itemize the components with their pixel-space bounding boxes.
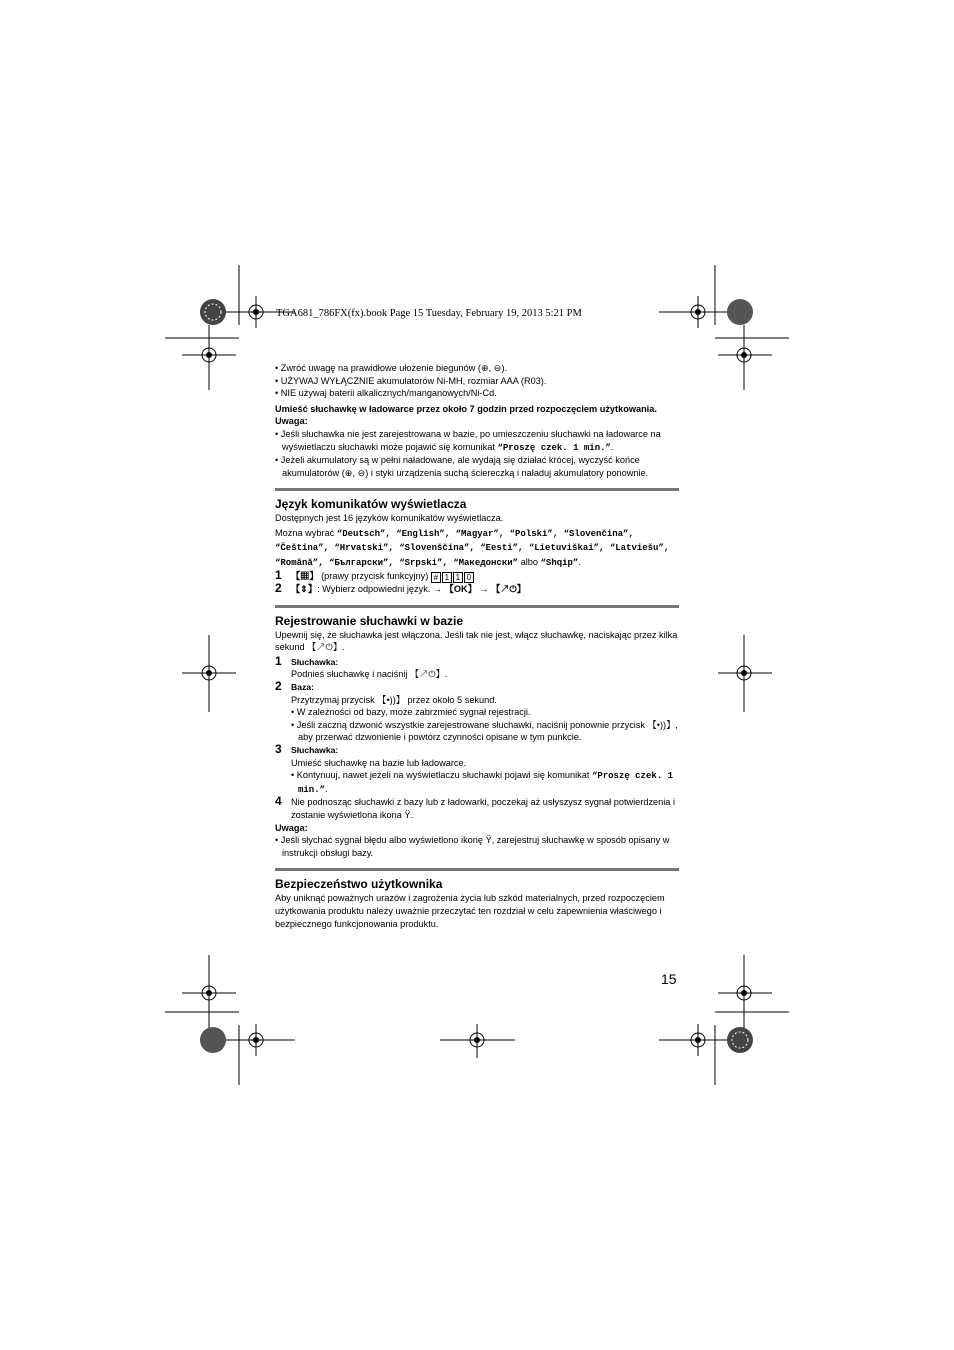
- charge-note: Umieść słuchawkę w ładowarce przez około 7 godzin przed rozpoczęciem użytkowania.: [275, 403, 657, 414]
- section-divider: [275, 868, 679, 871]
- page-content: [275, 362, 679, 930]
- note-label: Uwaga:: [275, 416, 308, 427]
- list-item: • Jeżeli akumulatory są w pełni naładowane, ale wydają się działać krócej, wyczyść końce akumulatorów (⊕, ⊖) i styki urządzenia suchą ściereczką i naładuj akumulatory ponownie.: [275, 455, 649, 478]
- section-title: Bezpieczeństwo użytkownika: [275, 877, 443, 892]
- step-3: 3 Słuchawka: Umieść słuchawkę na bazie lub ładowarce. • Kontynuuj, nawet jeżeli na wyświetlaczu słuchawki pojawi się komunikat “Proszę czek. 1 min.”.: [275, 744, 679, 796]
- step-2: 2 【⇕】: Wybierz odpowiedni język. → 【OK】 → 【↗⏻】: [275, 581, 526, 596]
- list-item: • Jeśli słychać sygnał błędu albo wyświetlono ikonę Ÿ, zarejestruj słuchawkę w sposób opisany w instrukcji obsługi bazy.: [275, 835, 670, 858]
- off-key: 【↗⏻】: [491, 584, 526, 595]
- step-4: 4 Nie podnosząc słuchawki z bazy lub z ładowarki, poczekaj aż usłyszysz sygnał potwierdzenia i zostanie wyświetlona ikona Ÿ.: [275, 794, 676, 820]
- key-hash: #: [431, 572, 441, 583]
- page-number: 15: [661, 971, 677, 987]
- list-item: • UŻYWAJ WYŁĄCZNIE akumulatorów Ni-MH, rozmiar AAA (R03).: [275, 375, 547, 386]
- step-1: 1 Słuchawka: Podnieś słuchawkę i naciśnij 【↗⏻】.: [275, 653, 448, 680]
- section-text: Aby uniknąć poważnych urazów i zagrożenia życia lub szkód materialnych, przed rozpoczęciem użytkowania produktu należy uważnie przeczytać ten rozdział w celu zapewnienia właściwego i bezpiecznego funkcjonowania produktu.: [275, 893, 665, 929]
- section-divider: [275, 488, 679, 491]
- step-2: 2 Baza: Przytrzymaj przycisk 【•))】 przez około 5 sekund. • W zależności od bazy, może zabrzmieć sygnał rejestracji. • Jeśli zaczną dzwonić wszystkie zarejestrowane słuchawki, naciśnij ponownie przycisk 【•))】, aby przerwać dzwonienie i powtórz czynności opisane w tym punkcie.: [275, 679, 678, 743]
- list-item: • Kontynuuj, nawet jeżeli na wyświetlaczu słuchawki pojawi się komunikat “Proszę czek. 1 min.”.: [291, 770, 673, 795]
- section-intro: Upewnij się, że słuchawka jest włączona. Jeśli tak nie jest, włącz słuchawkę, naciskając przez kilka sekund 【↗⏻】.: [275, 629, 678, 653]
- display-message: “Proszę czek. 1 min.”: [298, 771, 673, 795]
- step-1: 1 【▦】 (prawy przycisk funkcyjny) # 1 1 0: [275, 570, 679, 583]
- section-title: Język komunikatów wyświetlacza: [275, 497, 467, 512]
- section-divider: [275, 605, 679, 608]
- list-item: • Jeśli zaczną dzwonić wszystkie zarejestrowane słuchawki, naciśnij ponownie przycisk 【•))】, aby przerwać dzwonienie i powtórz czynności opisane w tym punkcie.: [291, 719, 678, 743]
- navigator-key: 【⇕】: [291, 584, 318, 595]
- ok-key: 【OK】: [444, 584, 477, 595]
- menu-key: 【▦】: [291, 571, 319, 582]
- key-1: 1: [442, 572, 452, 583]
- key-1: 1: [453, 572, 463, 583]
- list-item: • Zwróć uwagę na prawidłowe ułożenie biegunów (⊕, ⊖).: [275, 363, 508, 373]
- list-item: • W zależności od bazy, może zabrzmieć sygnał rejestracji.: [291, 707, 531, 718]
- book-header: TGA681_786FX(fx).book Page 15 Tuesday, February 19, 2013 5:21 PM: [276, 308, 582, 319]
- key-0: 0: [464, 572, 474, 583]
- language-list: Można wybrać “Deutsch”, “English”, “Magyar”, “Polski”, “Slovenčina”, “Čeština”, “Hrvatski”, “Slovenščina”, “Eesti”, “Lietuviškai”, “Latviešu”, “Română”, “Български”, “Srpski”, “Македонски” albo “Shqip”.: [275, 527, 670, 568]
- section-intro: Dostępnych jest 16 języków komunikatów wyświetlacza.: [275, 513, 504, 524]
- list-item: • Jeśli słuchawka nie jest zarejestrowana w bazie, po umieszczeniu słuchawki na ładowarce na wyświetlaczu słuchawki może pojawić się komunikat “Proszę czek. 1 min.”.: [275, 428, 661, 453]
- list-item: • NIE używaj baterii alkalicznych/manganowych/Ni-Cd.: [275, 388, 497, 399]
- note-label: Uwaga:: [275, 822, 308, 833]
- section-title: Rejestrowanie słuchawki w bazie: [275, 613, 464, 628]
- display-message: “Proszę czek. 1 min.”: [497, 442, 611, 453]
